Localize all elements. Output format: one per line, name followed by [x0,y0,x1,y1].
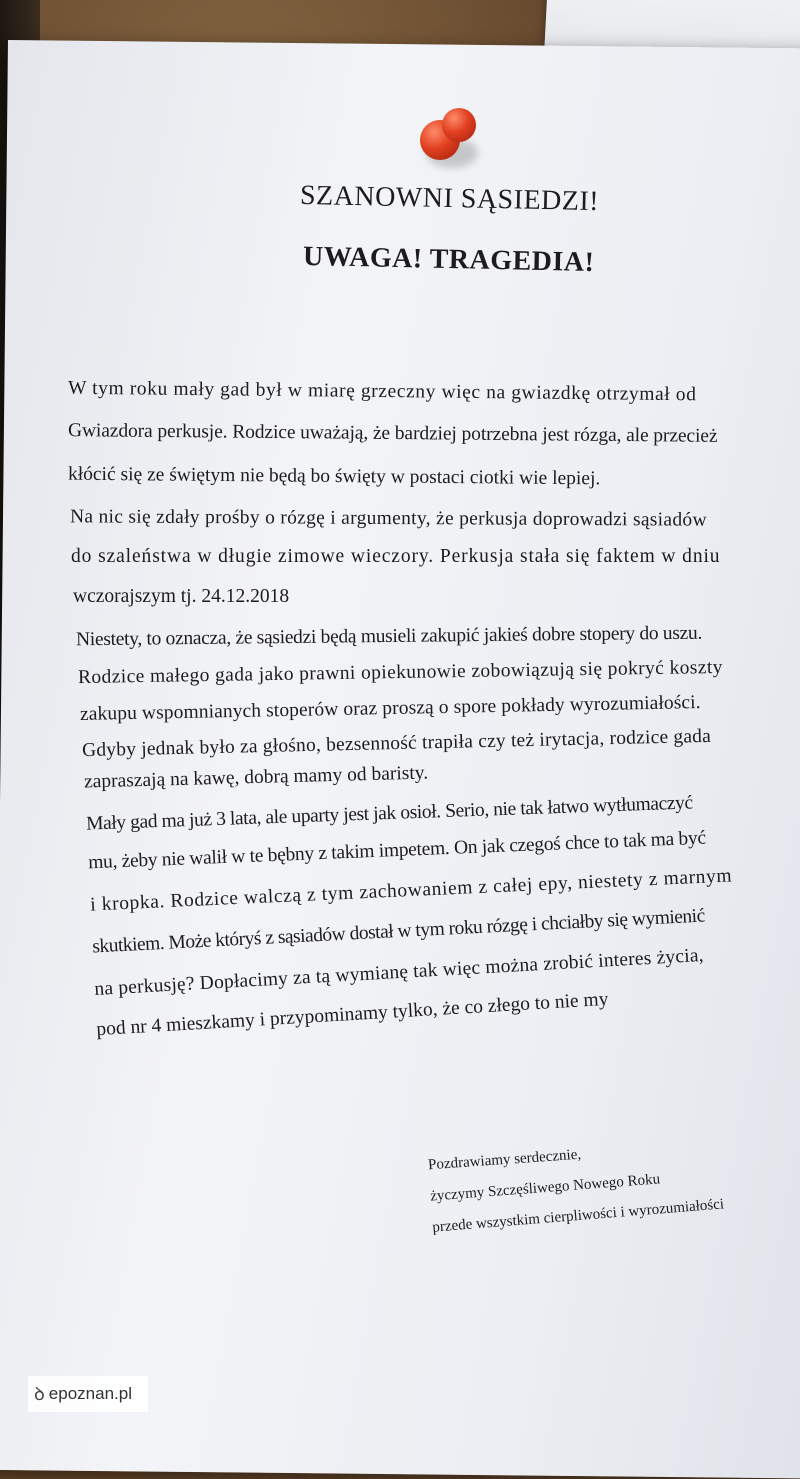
body-line: zakupu wspomnianych stoperów oraz proszą o spore pokłady wyrozumiałości. [79,692,701,725]
signature-line: przede wszystkim cierpliwości i wyrozumiałości [431,1196,725,1236]
body-line: i kropka. Rodzice walczą z tym zachowaniem z całej epy, niestety z marnym [89,865,733,916]
body-line: Na nic się zdały prośby o rózgę i argumenty, że perkusja doprowadzi sąsiadów [69,506,707,531]
body-line: na perkusję? Dopłacimy za tą wymianę tak więc można zrobić interes życia, [93,944,705,1001]
body-line: zapraszają na kawę, dobrą mamy od baristy. [83,762,429,793]
body-line: wczorajszym tj. 24.12.2018 [73,586,290,607]
push-pin-icon [420,108,478,166]
body-line: mu, żeby nie walił w te bębny z takim impetem. On jak czegoś chce to tak ma być [87,827,707,874]
body-line: W tym roku mały gad był w miarę grzeczny więc na gwiazdkę otrzymał od [67,377,697,406]
watermark [28,1376,148,1412]
body-line: kłócić się ze świętym nie będą bo święty w postaci ciotki wie lepiej. [67,463,601,490]
body-line: do szaleństwa w długie zimowe wieczory. Perkusja stała się faktem w dniu [71,546,721,567]
epoznan-logo-icon: ꝺ [34,1384,45,1404]
body-line: Rodzice małego gada jako prawni opiekunowie zobowiązują się pokryć koszty [77,656,724,689]
body-line: pod nr 4 mieszkamy i przypominamy tylko, że co złego to nie my [95,988,609,1041]
watermark-text: epoznan.pl [48,1384,132,1403]
notice-subheading: UWAGA! TRAGEDIA! [302,240,595,279]
notice-heading: SZANOWNI SĄSIEDZI! [299,179,600,218]
body-line: Niestety, to oznacza, że sąsiedzi będą musieli zakupić jakieś dobre stopery do uszu. [75,622,703,651]
signature-line: Pozdrawiamy serdecznie, [427,1146,582,1174]
body-line: Gdyby jednak było za głośno, bezsenność trapiła czy też irytacja, rodzice gada [81,725,712,762]
body-line: skutkiem. Może któryś z sąsiadów dostał w tym roku rózgę i chciałby się wymienić [91,905,706,958]
body-line: Gwiazdora perkusje. Rodzice uważają, że bardziej potrzebna jest rózga, ale przecież [67,420,718,447]
body-line: Mały gad ma już 3 lata, ale uparty jest jak osioł. Serio, nie tak łatwo wytłumaczyć [85,792,694,835]
signature-line: życzymy Szczęśliwego Nowego Roku [429,1171,661,1205]
